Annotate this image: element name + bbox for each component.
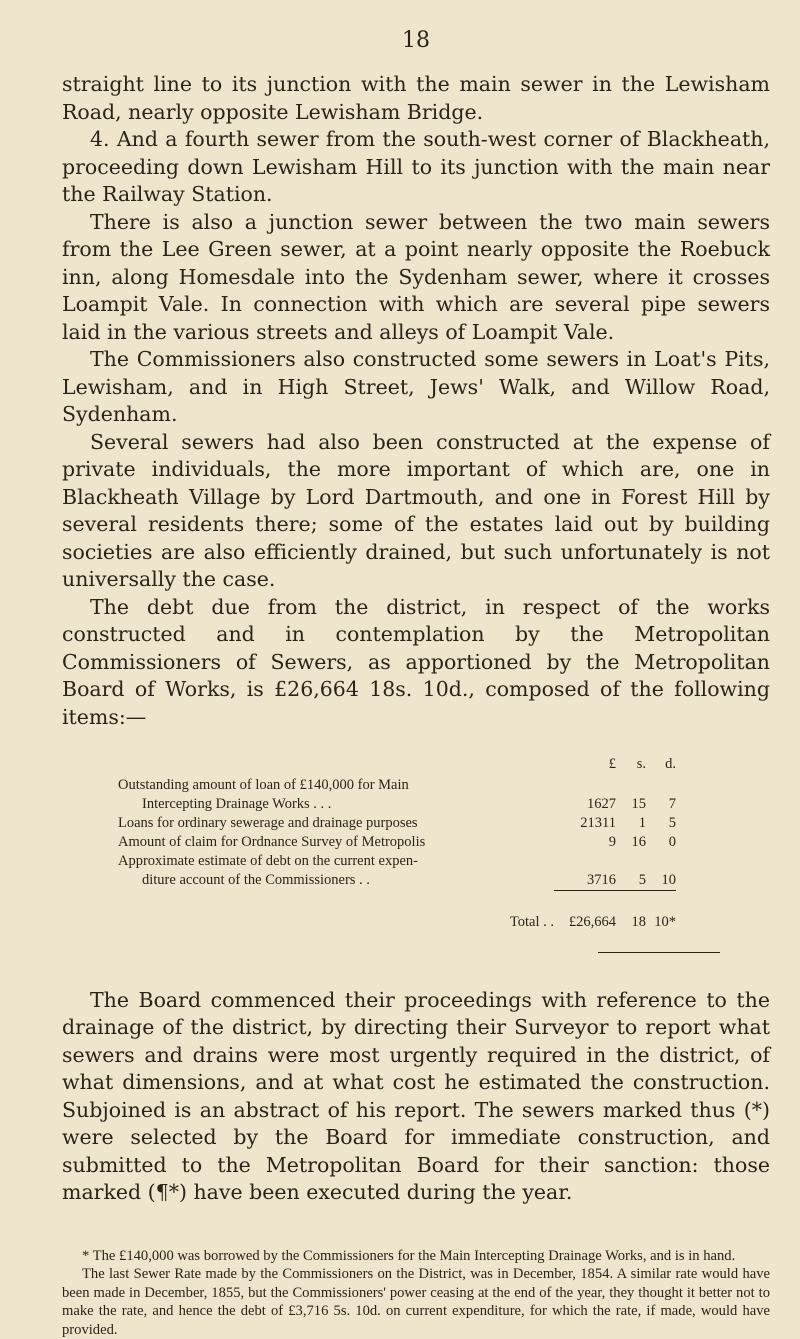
row-shillings: 16 [616, 833, 646, 852]
document-page [62, 28, 770, 1339]
table-header-row [118, 755, 676, 776]
row-pence: 7 [646, 776, 676, 814]
header-pounds: £ [554, 755, 616, 776]
row-description-cont: Intercepting Drainage Works . . . [118, 795, 554, 814]
table-row [118, 833, 676, 852]
paragraph-debt: The debt due from the district, in respect of the works constructed and in contemplation by the Metropolitan Commissioners of Sewers, as apportioned by the Metropolitan Board of Works, is £26,664 18s. 10d., composed of the following items:— [62, 594, 770, 732]
row-shillings: 5 [616, 852, 646, 890]
row-pence: 5 [646, 814, 676, 833]
table-row [118, 814, 676, 833]
table-row [118, 776, 676, 814]
footnote-loan: * The £140,000 was borrowed by the Commissioners for the Main Intercepting Drainage Works, and is in hand. [62, 1247, 770, 1266]
total-underline [598, 952, 720, 953]
footnote-sewer-rate: The last Sewer Rate made by the Commissioners on the District, was in December, 1854. A similar rate would have been made in December, 1855, but the Commissioners' power ceasing at the end of the year, they thought it better not to make the rate, and hence the debt of £3,716 5s. 10d. on current expenditure, for which the rate, if made, would have provided. [62, 1265, 770, 1339]
table-total-row [118, 890, 676, 932]
header-shillings: s. [616, 755, 646, 776]
debt-table [118, 755, 676, 932]
paragraph-board-proceedings: The Board commenced their proceedings with reference to the drainage of the district, by directing their Surveyor to report what sewers and drains were most urgently required in the district, of what dimensions, and at what cost he estimated the construction. Subjoined is an abstract of his report. The sewers marked thus (*) were selected by the Board for immediate construction, and submitted to the Metropolitan Board for their sanction: those marked (¶*) have been executed during the year. [62, 987, 770, 1207]
total-label: Total . . [118, 890, 554, 932]
footnotes [62, 1247, 770, 1339]
row-pence: 0 [646, 833, 676, 852]
total-pounds: £26,664 [554, 890, 616, 932]
paragraph-junction-sewer: There is also a junction sewer between the two main sewers from the Lee Green sewer, at a point nearly opposite the Roebuck inn, along Homesdale into the Sydenham sewer, where it crosses Loampit Vale. In connection with which are several pipe sewers laid in the various streets and alleys of Loampit Vale. [62, 209, 770, 347]
row-shillings: 15 [616, 776, 646, 814]
paragraph-private-sewers: Several sewers had also been constructed at the expense of private individuals, the more important of which are, one in Blackheath Village by Lord Dartmouth, and one in Forest Hill by several residents there; some of the estates laid out by building societies are also efficiently drained, but such unfortunately is not universally the case. [62, 429, 770, 594]
page-number: 18 [62, 28, 770, 53]
row-pounds: 1627 [554, 776, 616, 814]
row-shillings: 1 [616, 814, 646, 833]
row-description: Loans for ordinary sewerage and drainage purposes [118, 814, 554, 833]
total-shillings: 18 [616, 890, 646, 932]
paragraph-fourth-sewer: 4. And a fourth sewer from the south-west corner of Blackheath, proceeding down Lewisham Hill to its junction with the main near the Railway Station. [62, 126, 770, 209]
row-pounds: 9 [554, 833, 616, 852]
row-description: Amount of claim for Ordnance Survey of Metropolis [118, 833, 554, 852]
row-pounds: 3716 [554, 852, 616, 890]
paragraph-continuation: straight line to its junction with the main sewer in the Lewisham Road, nearly opposite Lewisham Bridge. [62, 71, 770, 126]
row-description-cont: diture account of the Commissioners . . [118, 871, 554, 890]
table-row [118, 852, 676, 890]
row-description: Approximate estimate of debt on the current expen- [118, 852, 554, 871]
paragraph-commissioners-sewers: The Commissioners also constructed some sewers in Loat's Pits, Lewisham, and in High Street, Jews' Walk, and Willow Road, Sydenham. [62, 346, 770, 429]
row-pence: 10 [646, 852, 676, 890]
total-pence: 10* [646, 890, 676, 932]
row-description: Outstanding amount of loan of £140,000 for Main [118, 776, 554, 795]
header-pence: d. [646, 755, 676, 776]
row-pounds: 21311 [554, 814, 616, 833]
